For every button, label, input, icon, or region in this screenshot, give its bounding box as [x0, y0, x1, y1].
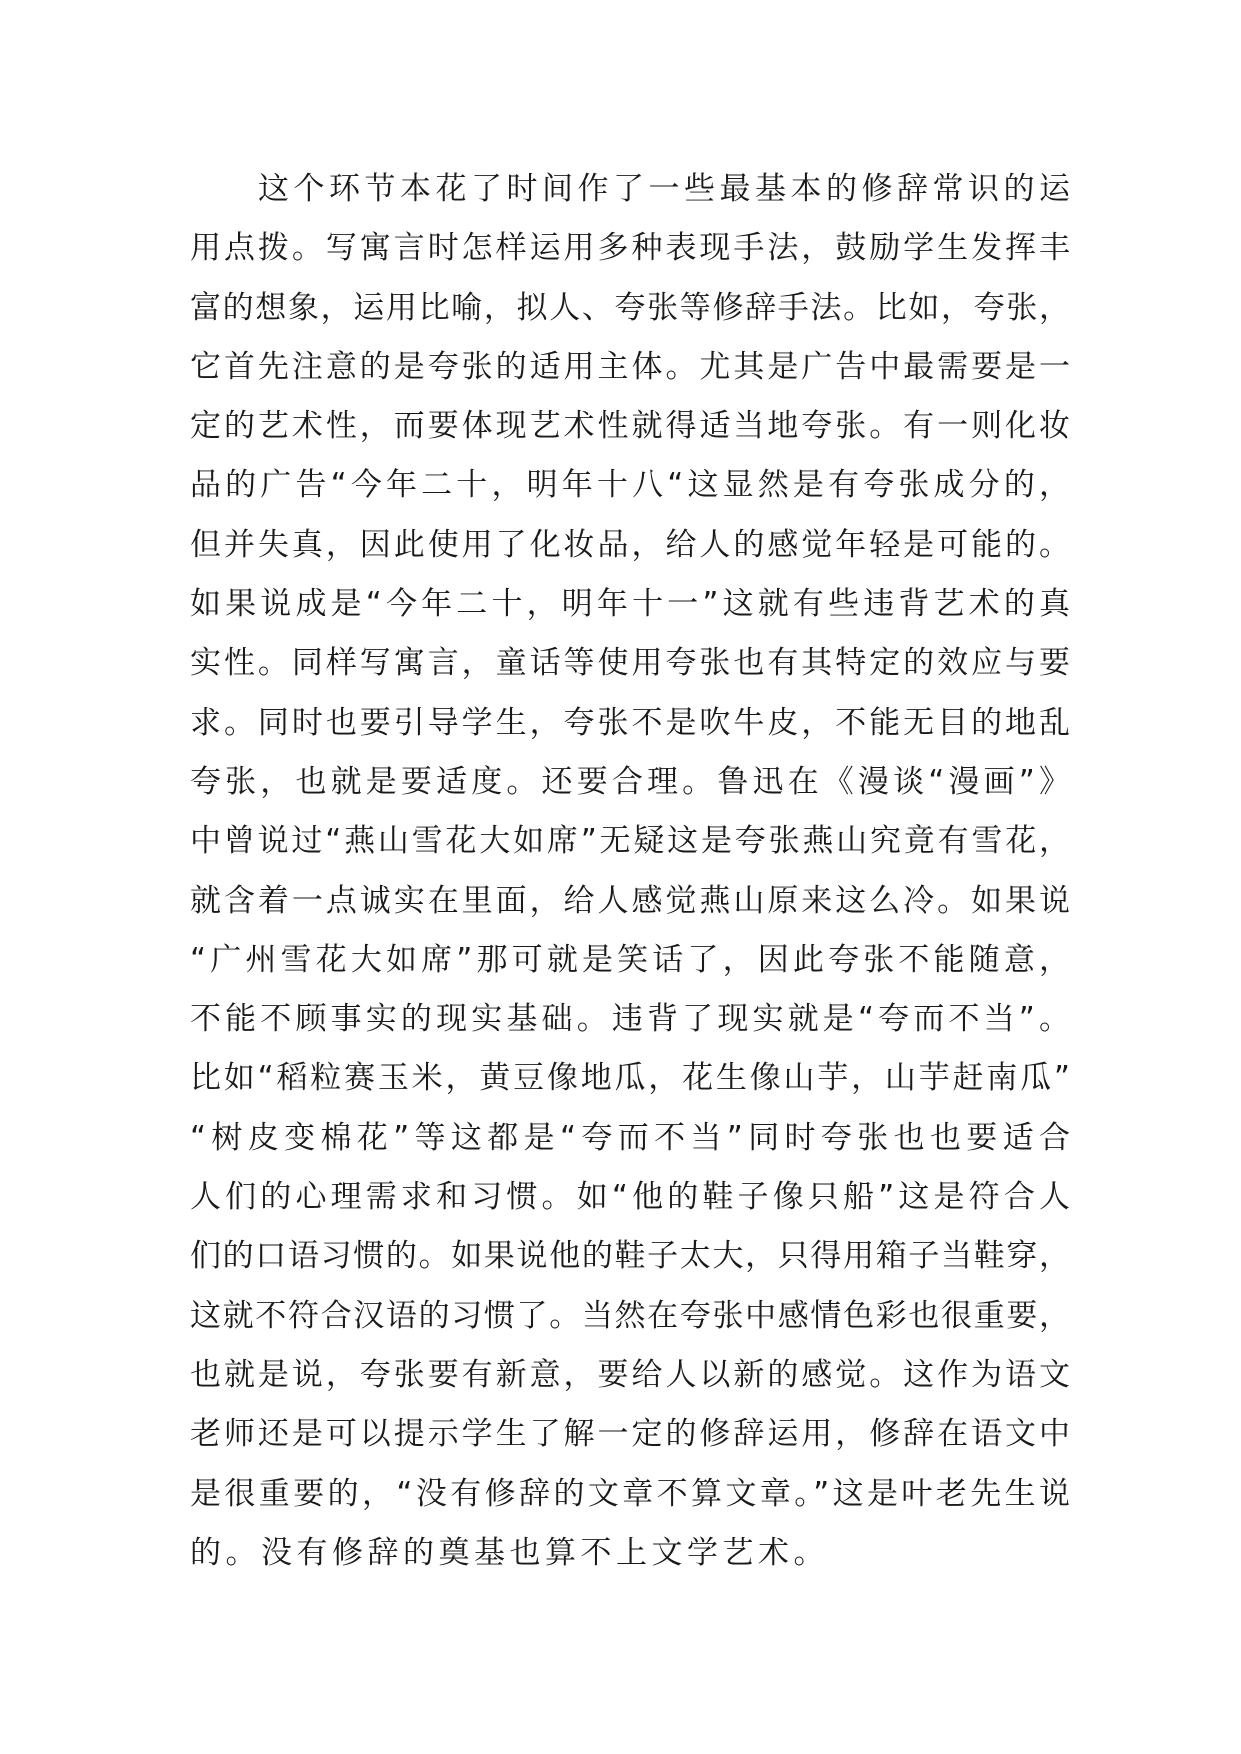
text-line: 如果说成是“今年二十，明年十一”这就有些违背艺术的真 [190, 586, 1070, 623]
text-line: 但并失真，因此使用了化妆品，给人的感觉年轻是可能的。 [190, 526, 1070, 563]
text-line: 它首先注意的是夸张的适用主体。尤其是广告中最需要是一 [190, 348, 1070, 385]
text-line: 人们的心理需求和习惯。如“他的鞋子像只船”这是符合人 [190, 1179, 1070, 1216]
text-line: 的。没有修辞的奠基也算不上文学艺术。 [190, 1534, 829, 1571]
body-paragraph [190, 160, 1070, 1583]
text-line: 是很重要的，“没有修辞的文章不算文章。”这是叶老先生说 [190, 1475, 1070, 1512]
text-line: 中曾说过“燕山雪花大如席”无疑这是夸张燕山究竟有雪花， [190, 823, 1070, 860]
text-line: 求。同时也要引导学生，夸张不是吹牛皮，不能无目的地乱 [190, 704, 1070, 741]
text-line: 用点拨。写寓言时怎样运用多种表现手法，鼓励学生发挥丰 [190, 230, 1070, 267]
text-line: 这个环节本花了时间作了一些最基本的修辞常识的运 [258, 171, 1070, 207]
text-line: 们的口语习惯的。如果说他的鞋子太大，只得用箱子当鞋穿， [190, 1238, 1070, 1275]
text-line: 比如“稻粒赛玉米，黄豆像地瓜，花生像山芋，山芋赶南瓜” [190, 1060, 1070, 1097]
text-line: 实性。同样写寓言，童话等使用夸张也有其特定的效应与要 [190, 645, 1070, 682]
text-line: 也就是说，夸张要有新意，要给人以新的感觉。这作为语文 [190, 1356, 1070, 1393]
text-line: 老师还是可以提示学生了解一定的修辞运用，修辞在语文中 [190, 1416, 1070, 1453]
text-line: “广州雪花大如席”那可就是笑话了，因此夸张不能随意， [190, 941, 1070, 978]
text-line: 不能不顾事实的现实基础。违背了现实就是“夸而不当”。 [190, 1001, 1070, 1038]
text-line: 定的艺术性，而要体现艺术性就得适当地夸张。有一则化妆 [190, 408, 1070, 445]
text-line: 这就不符合汉语的习惯了。当然在夸张中感情色彩也很重要， [190, 1297, 1070, 1334]
text-line: 夸张，也就是要适度。还要合理。鲁迅在《漫谈“漫画”》 [190, 763, 1070, 800]
text-line: “树皮变棉花”等这都是“夸而不当”同时夸张也也要适合 [190, 1119, 1070, 1156]
text-line: 富的想象，运用比喻，拟人、夸张等修辞手法。比如，夸张， [190, 289, 1070, 326]
text-line: 品的广告“今年二十，明年十八“这显然是有夸张成分的， [190, 467, 1070, 504]
text-line: 就含着一点诚实在里面，给人感觉燕山原来这么冷。如果说 [190, 882, 1070, 919]
